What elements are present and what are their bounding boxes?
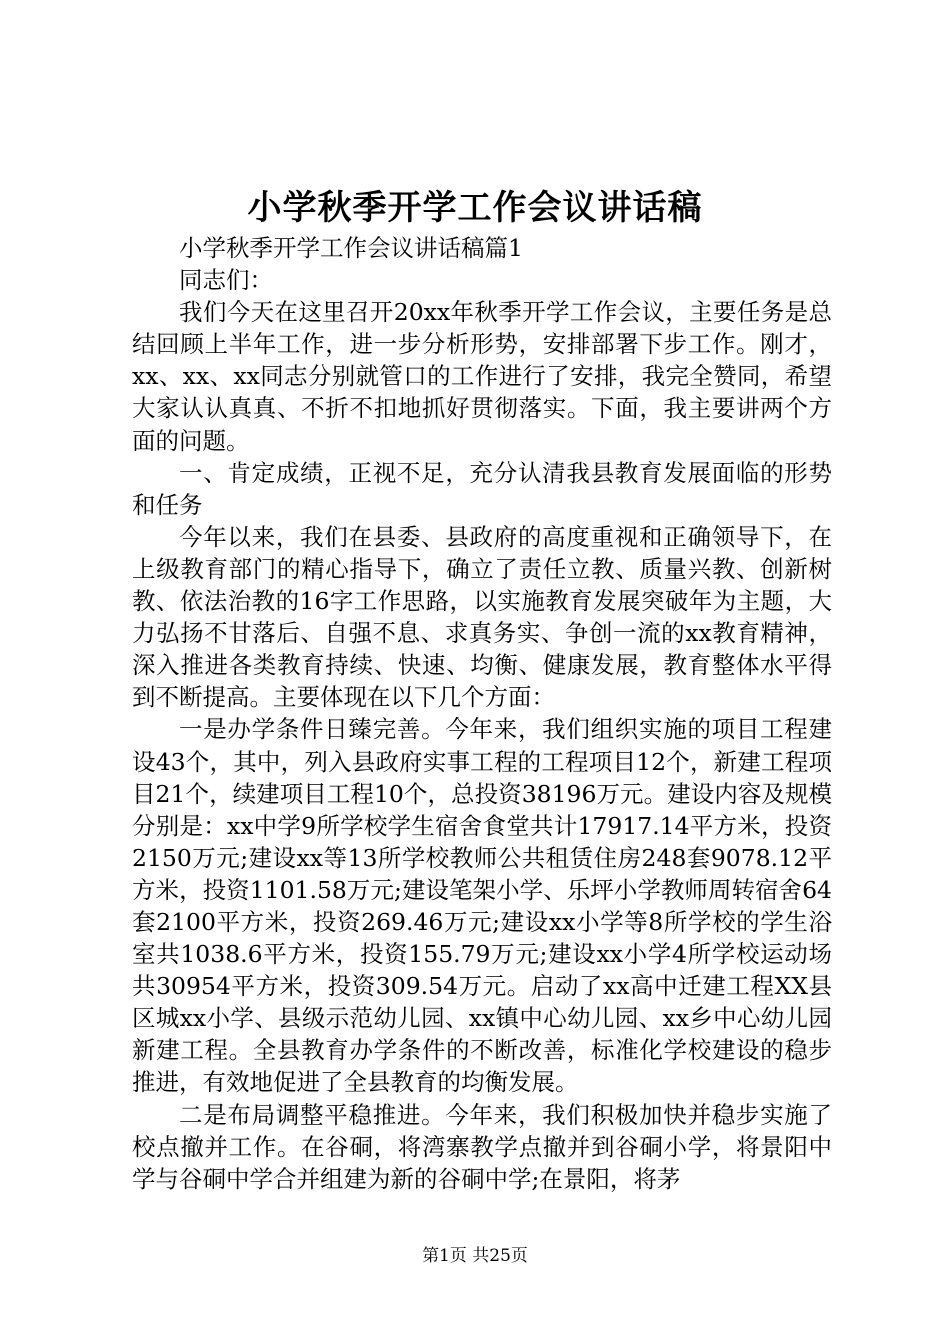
salutation-paragraph: 同志们：: [179, 266, 273, 295]
subtitle-paragraph: 小学秋季开学工作会议讲话稿篇1: [179, 234, 523, 262]
intro-paragraph: 我们今天在这里召开20xx年秋季开学工作会议，主要任务是总结回顾上半年工作，进一步分析形势，安排部署下步工作。刚才，xx、xx、xx同志分别就管口的工作进行了安排，我完全赞同，希望大家认认真真、不折不扣地抓好贯彻落实。下面，我主要讲两个方面的问题。: [132, 298, 832, 455]
page-number-footer: 第1页 共25页: [422, 1246, 528, 1266]
document-body: [132, 232, 832, 1195]
layout-adjustment-paragraph: 二是布局调整平稳推进。今年来，我们积极加快并稳步实施了校点撤并工作。在谷硐，将湾寨教学点撤并到谷硐小学，将景阳中学与谷硐中学合并组建为新的谷硐中学;在景阳，将茅: [132, 1100, 832, 1193]
section-heading-1: 一、肯定成绩，正视不足，充分认清我县教育发展面临的形势和任务: [132, 458, 832, 519]
conditions-paragraph: 一是办学条件日臻完善。今年来，我们组织实施的项目工程建设43个，其中，列入县政府实事工程的工程项目12个，新建工程项目21个，续建项目工程10个，总投资38196万元。建设内容及规模分别是：xx中学9所学校学生宿舍食堂共计17917.14平方米，投资2150万元;建设xx等13所学校教师公共租赁住房248套9078.12平方米，投资1101.58万元;建设笔架小学、乐坪小学教师周转宿舍64套2100平方米，投资269.46万元;建设xx小学等8所学校的学生浴室共1038.6平方米，投资155.79万元;建设xx小学4所学校运动场共30954平方米，投资309.54万元。启动了xx高中迁建工程XX县区城xx小学、县级示范幼儿园、xx镇中心幼儿园、xx乡中心幼儿园新建工程。全县教育办学条件的不断改善，标准化学校建设的稳步推进，有效地促进了全县教育的均衡发展。: [132, 715, 832, 1097]
document-title: 小学秋季开学工作会议讲话稿: [247, 188, 703, 228]
achievements-paragraph: 今年以来，我们在县委、县政府的高度重视和正确领导下，在上级教育部门的精心指导下，确立了责任立教、质量兴教、创新树教、依法治教的16字工作思路，以实施教育发展突破年为主题，大力弘扬不甘落后、自强不息、求真务实、争创一流的xx教育精神，深入推进各类教育持续、快速、均衡、健康发展，教育整体水平得到不断提高。主要体现在以下几个方面：: [132, 522, 832, 712]
